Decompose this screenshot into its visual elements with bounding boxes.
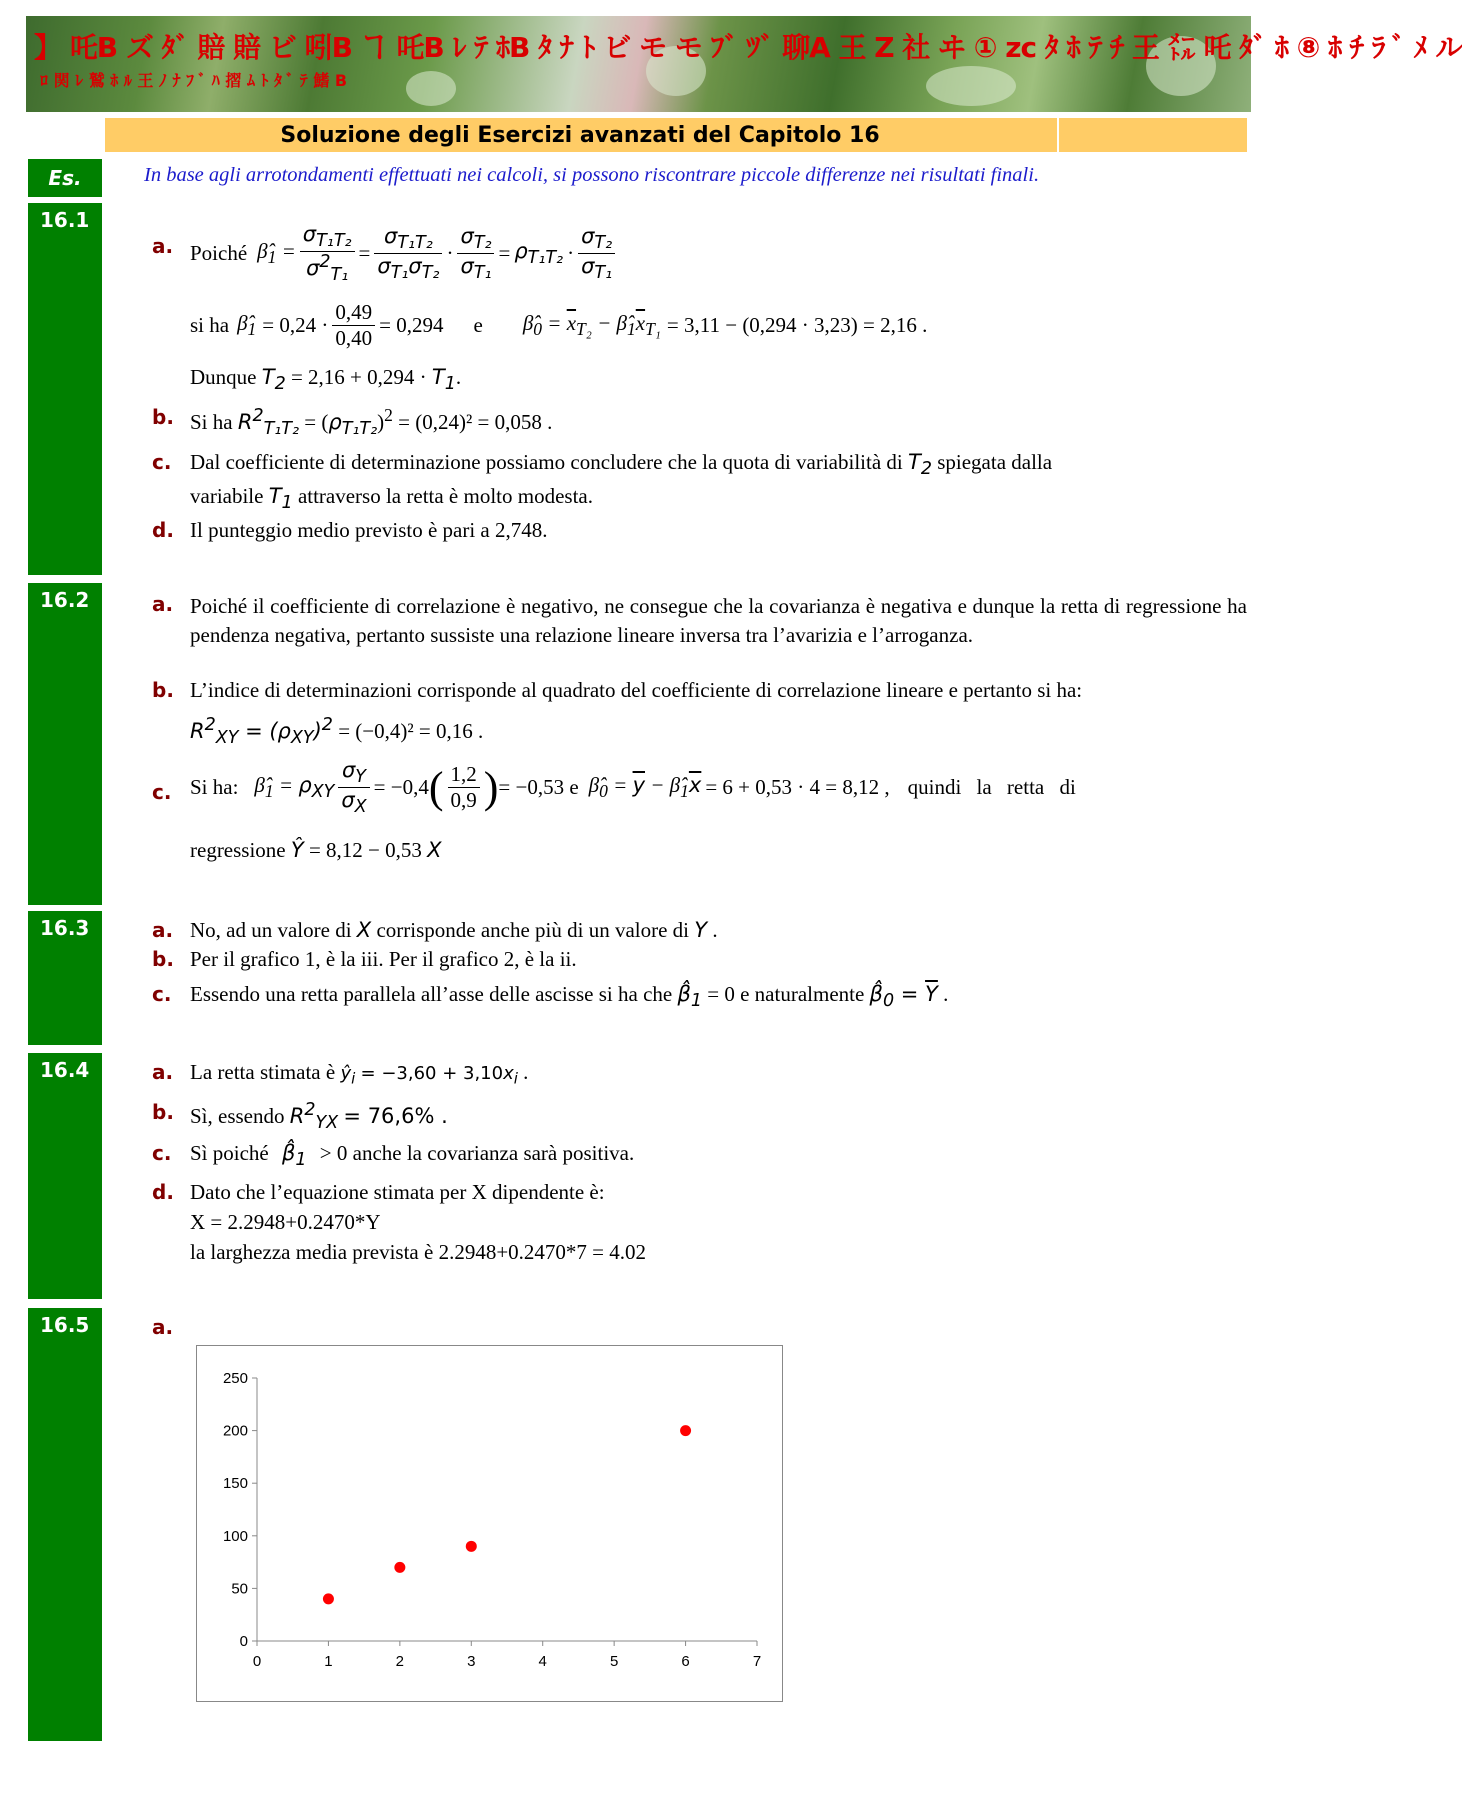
ex164-b: b. Sì, essendo $R^2_{YX} = 76,6\%$ .: [152, 1100, 448, 1134]
item-label: a.: [152, 234, 174, 258]
item-label: c.: [152, 450, 172, 474]
banner-garbled-subtitle: ﾛ 関 ﾚ 鷲 ﾎ ﾙ 王 ﾉ ﾅ ﾌ ﾞ ﾊ 摺 ﾑ ﾄ ﾀ ﾞ ﾃ 鰭 B: [40, 71, 348, 90]
x-tick-label: 0: [252, 1653, 262, 1670]
x-tick-label: 6: [681, 1653, 690, 1670]
c-text: > 0 anche la covarianza sarà positiva.: [319, 1141, 635, 1165]
regr-eq: = 8,12 − 0,53: [308, 838, 422, 862]
fraction: [332, 300, 375, 351]
exercise-id: 16.4: [40, 1058, 90, 1082]
d-line: X = 2.2948+0.2470*Y: [190, 1210, 381, 1234]
c-text: spiegata dalla: [937, 450, 1053, 474]
y-tick-label: 50: [231, 1580, 248, 1598]
siha-text: Si ha: [190, 410, 233, 434]
c-tail: quindi la retta di: [907, 775, 1076, 800]
item-label: a.: [152, 918, 174, 942]
x-tick-label: 5: [609, 1653, 619, 1670]
title-bar: [105, 118, 1247, 152]
item-label: b.: [152, 1100, 174, 1124]
c-text: Essendo una retta parallela all’asse delle ascisse si ha che: [190, 982, 673, 1006]
c-eq: = 6 + 0,53 · 4 = 8,12 ,: [705, 775, 890, 800]
regr-text: regressione: [190, 838, 286, 862]
c-eq: = −0,4: [373, 775, 429, 800]
x-tick-label: 3: [467, 1653, 476, 1670]
fraction: $\frac{\sigma_{T_1T_2}}{\sigma^2_{T_1}}$: [300, 222, 355, 285]
rounding-note: In base agli arrotondamenti effettuati nei calcoli, si possono riscontrare piccole differenze nei risultati finali.: [144, 164, 1040, 186]
item-label: b.: [152, 405, 174, 429]
a-text: corrisponde anche più di un valore di: [376, 918, 690, 942]
item-label: a.: [152, 592, 174, 616]
data-point: [394, 1562, 405, 1573]
ex162-a: [152, 592, 1247, 650]
b-text: Sì, essendo: [190, 1104, 285, 1128]
x-tick-label: 4: [538, 1653, 547, 1670]
ex162-b: [152, 678, 1247, 703]
es-label: Es.: [28, 159, 102, 197]
fraction: $\frac{\sigma_Y}{\sigma_X}$: [338, 758, 369, 817]
banner-garbled-title: 】 吒B ズ ﾀﾞ 賠 賠 ビ 吲B ヿ 吒B ﾚ ﾃ ﾎB ﾀ ﾅ ﾄ ビ モ モ ﾌﾞ ﾂﾞ 聊A 王 Z 社 ヰ ① zc ﾀ ﾎ ﾃ ﾁ 王 ㍍ 吒 ﾀﾞ ﾎ ⑧ ﾎ ﾁ ﾗ ﾞ ﾒ ル: [34, 31, 1462, 64]
ex161-a-calc: si ha $\betâ_1$ = 0,24 · $\frac{0,49}{0,40}$ = 0,294 e $\betâ_0 = \overline{x}_{T_2}$ − $\betâ_1\overline{x}_{T_1}$ = 3,11 − (0,294 · 3,23) = 2,16 .: [190, 300, 928, 350]
poiche-text: Poiché: [190, 241, 248, 266]
data-point: [680, 1425, 691, 1436]
dunque-eq: = 2,16 + 0,294 ·: [290, 365, 427, 389]
item-label: c.: [152, 982, 172, 1006]
item-label: b.: [152, 947, 174, 971]
exercise-bar-16-5: [28, 1308, 102, 1741]
ex162-b-eq: $R^2_{XY} = (\rho_{XY})^2 = (-0,4)^2 = 0,16$ .: [190, 715, 484, 749]
a-text: No, ad un valore di: [190, 918, 352, 942]
header-banner: [26, 16, 1462, 112]
ex161-b: b. Si ha $R^2_{T_1T_2} = (\rho_{T_1T_2})^2 = (0,24)^2 = 0,058$ .: [152, 405, 553, 440]
c-text: Dal coefficiente di determinazione possiamo concludere che la quota di variabilità di: [190, 450, 903, 474]
ex162-c-regr: regressione Ŷ = 8,12 − 0,53 X: [190, 838, 442, 862]
ex161-dunque: Dunque $T_2 = 2,16 + 0,294 \cdot T_1$.: [190, 365, 462, 395]
beta0-calc: = 3,11 − (0,294 · 3,23) = 2,16 .: [666, 313, 928, 337]
ex163-c: c. Essendo una retta parallela all’asse delle ascisse si ha che $\betâ_1 = 0$ e naturalmente $\betâ_0 = \overline{Y}$ .: [152, 982, 949, 1012]
b-text: Per il grafico 1, è la iii. Per il grafico 2, è la ii.: [190, 947, 577, 971]
fraction-num: 0,49: [332, 300, 375, 326]
d-line: Dato che l’equazione stimata per X dipendente è:: [190, 1180, 605, 1204]
page-title: Soluzione degli Esercizi avanzati del Capitolo 16: [280, 123, 880, 148]
x-tick-label: 1: [324, 1653, 333, 1670]
exercise-id: 16.5: [40, 1313, 90, 1337]
y-tick-label: 250: [222, 1370, 248, 1387]
exercise-bar-16-4: [28, 1053, 102, 1299]
siha-text: si ha: [190, 313, 230, 337]
ex164-c: c. Sì poiché $\betâ_1 > 0$ anche la covarianza sarà positiva.: [152, 1141, 635, 1171]
ex163-a: a. No, ad un valore di X corrisponde anche più di un valore di Y .: [152, 918, 718, 942]
scatter-chart-svg: [197, 1346, 782, 1701]
exercise-bar-16-3: [28, 911, 102, 1045]
b-eq: = (0,24)² = 0,058 .: [398, 410, 553, 434]
ex162-c: c. Si ha: $\betâ_1 = \rho_{XY}$ $\frac{\sigma_Y}{\sigma_X}$ = −0,4 ( $\frac{1,2}{0,9}$ ) = −0,53 e $\betâ_0 = \overline{y}$ − $\betâ_1\overline{x}$ = 6 + 0,53 · 4 = 8,12 , quindi la retta di: [152, 758, 1076, 818]
fraction: $\frac{\sigma_{T_2}}{\sigma_{T_1}}$: [578, 224, 615, 283]
ex164-a: a. La retta stimata è $ŷ_i = -3,60 + 3,10x_i$ .: [152, 1060, 529, 1088]
fraction: [448, 762, 480, 813]
item-label: d.: [152, 518, 174, 542]
item-label: c.: [152, 780, 172, 804]
item-label: c.: [152, 1141, 172, 1165]
a-text: La retta stimata è: [190, 1060, 336, 1084]
y-tick-label: 0: [239, 1633, 248, 1650]
d-line: la larghezza media prevista è 2.2948+0.2470*7 = 4.02: [190, 1240, 647, 1264]
fraction-num: 1,2: [448, 762, 480, 788]
exercise-id: 16.3: [40, 916, 90, 940]
d-text: Il punteggio medio previsto è pari a 2,748.: [190, 518, 548, 542]
c-text: variabile: [190, 484, 264, 508]
a-text: Poiché il coefficiente di correlazione è negativo, ne consegue che la covarianza è negativa e dunque la retta di regressione ha pendenza negativa, pertanto sussiste una relazione lineare inversa tra l’avarizia e l’arroganza.: [190, 594, 1247, 647]
title-bar-right-cell: [1057, 118, 1247, 152]
item-label: a.: [152, 1315, 174, 1339]
scatter-chart: [196, 1345, 783, 1702]
exercise-id: 16.2: [40, 588, 90, 612]
b-text: L’indice di determinazioni corrisponde al quadrato del coefficiente di correlazione lineare e pertanto si ha:: [190, 678, 1083, 702]
c-text: attraverso la retta è molto modesta.: [297, 484, 593, 508]
exercise-bar-16-2: [28, 583, 102, 905]
c-text: = 0 e naturalmente: [707, 982, 865, 1006]
ex161-d: [152, 518, 548, 543]
y-tick-label: 200: [222, 1422, 248, 1440]
data-point: [466, 1541, 477, 1552]
and-text: e: [473, 313, 483, 337]
item-label: a.: [152, 1060, 174, 1084]
beta1-hat-formula: $\betâ_1$ =: [257, 239, 296, 268]
ex164-d: [152, 1177, 646, 1267]
a-eq: = −3,60 + 3,10: [360, 1063, 504, 1084]
fraction-den: 0,40: [335, 326, 373, 350]
x-tick-label: 7: [752, 1653, 762, 1670]
b-eq: = 76,6% .: [343, 1104, 448, 1128]
fraction: $\frac{\sigma_{T_1T_2}}{\sigma_{T_1}\sigma_{T_2}}$: [374, 224, 442, 283]
c-text: Sì poiché: [190, 1141, 269, 1165]
calc-prefix: = 0,24 ·: [262, 313, 329, 337]
c-eq: = −0,53 e: [498, 775, 579, 800]
ex161-c-2: variabile $T_1$ attraverso la retta è molto modesta.: [190, 484, 593, 514]
fraction: $\frac{\sigma_{T_2}}{\sigma_{T_1}}$: [457, 224, 494, 283]
y-tick-label: 100: [222, 1527, 248, 1545]
ex161-c: c. Dal coefficiente di determinazione possiamo concludere che la quota di variabilità di $T_2$ spiegata dalla: [152, 450, 1053, 480]
data-point: [323, 1593, 334, 1604]
ex163-b: [152, 947, 577, 972]
exercise-bar-16-1: [28, 203, 102, 575]
dunque-text: Dunque: [190, 365, 257, 389]
ex161-a: a. Poiché $\betâ_1$ = $\frac{\sigma_{T_1T_2}}{\sigma^2_{T_1}}$ = $\frac{\sigma_{T_1T_2}}{\sigma_{T_1}\sigma_{T_2}}$ · $\frac{\sigma_{T_2}}{\sigma_{T_1}}$ = $\rho_{T_1T_2}$ · $\frac{\sigma_{T_2}}{\sigma_{T_1}}$: [152, 222, 619, 285]
b-eq: = (−0,4)² = 0,16 .: [338, 719, 484, 743]
siha-text: Si ha:: [190, 775, 239, 800]
item-label: b.: [152, 678, 174, 702]
calc-result: = 0,294: [379, 313, 444, 337]
y-tick-label: 150: [222, 1475, 248, 1493]
item-label: d.: [152, 1180, 174, 1204]
fraction-den: 0,9: [450, 788, 477, 813]
exercise-id: 16.1: [40, 208, 90, 232]
x-tick-label: 2: [395, 1653, 405, 1670]
